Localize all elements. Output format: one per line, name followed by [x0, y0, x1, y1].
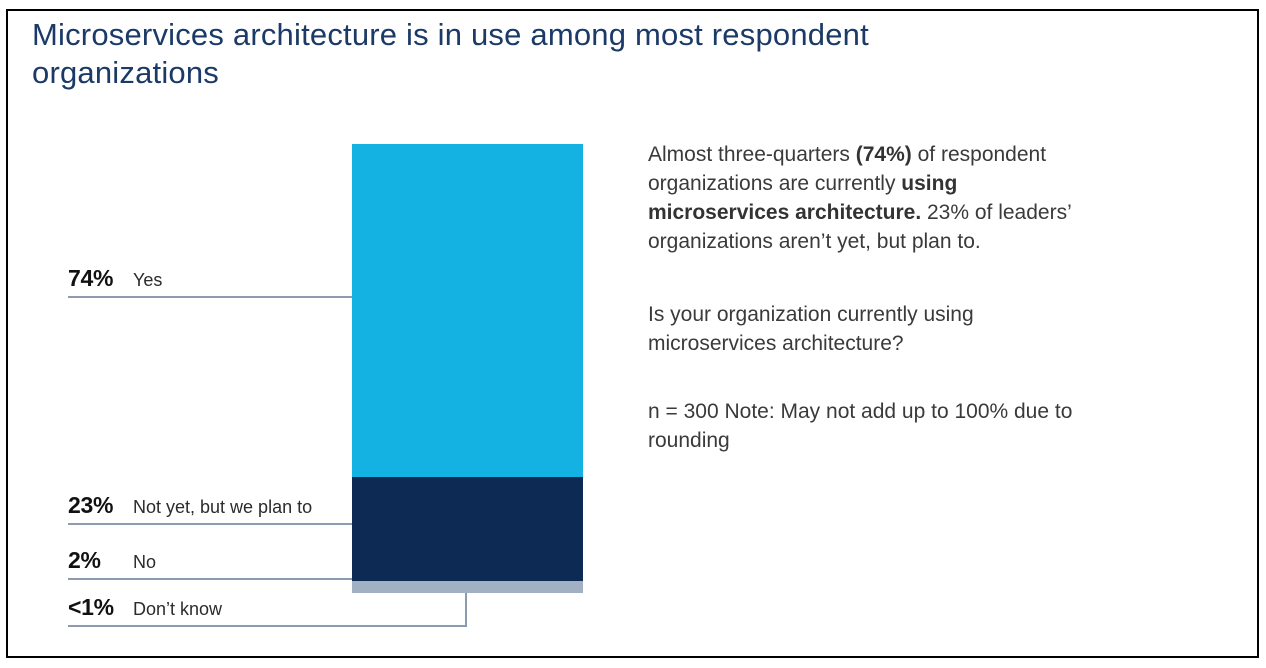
- insight-text-part: of respondent organizations are currently: [648, 143, 1047, 195]
- value-label-dont-know: <1%: [68, 594, 114, 620]
- insight-paragraph: [648, 140, 1088, 256]
- callout-not-yet: [68, 492, 352, 525]
- bar-segment-1-not-yet-but-we-plan-to: [352, 477, 583, 581]
- callout-yes: [68, 265, 352, 298]
- survey-question: Is your organization currently using microservices architecture?: [648, 303, 974, 355]
- dont-know-connector-line: [465, 593, 467, 627]
- insight-bold-part: (74%): [855, 143, 912, 166]
- insight-text-part: 23% of leaders’ organizations aren’t yet, but plan to.: [648, 201, 1071, 253]
- bar-segment-0-yes: [352, 144, 583, 477]
- bar-segment-2-no: [352, 581, 583, 593]
- sample-size-note: n = 300 Note: May not add up to 100% due to rounding: [648, 400, 1073, 452]
- value-label-yes: 74%: [68, 265, 114, 291]
- stacked-bar: [352, 144, 583, 593]
- callout-no: [68, 547, 352, 580]
- category-label-no: No: [133, 552, 157, 572]
- category-label-yes: Yes: [133, 270, 163, 290]
- insight-text-part: Almost three-quarters: [648, 143, 856, 166]
- value-label-no: 2%: [68, 547, 101, 573]
- category-label-dont-know: Don’t know: [133, 599, 223, 619]
- category-label-not-yet: Not yet, but we plan to: [133, 497, 313, 517]
- insight-bold-part: using microservices architecture.: [648, 172, 958, 224]
- commentary-column: [648, 140, 1088, 455]
- callout-dont-know: [68, 594, 467, 627]
- value-label-not-yet: 23%: [68, 492, 114, 518]
- page-title: Microservices architecture is in use among most respondent organizations: [32, 17, 869, 90]
